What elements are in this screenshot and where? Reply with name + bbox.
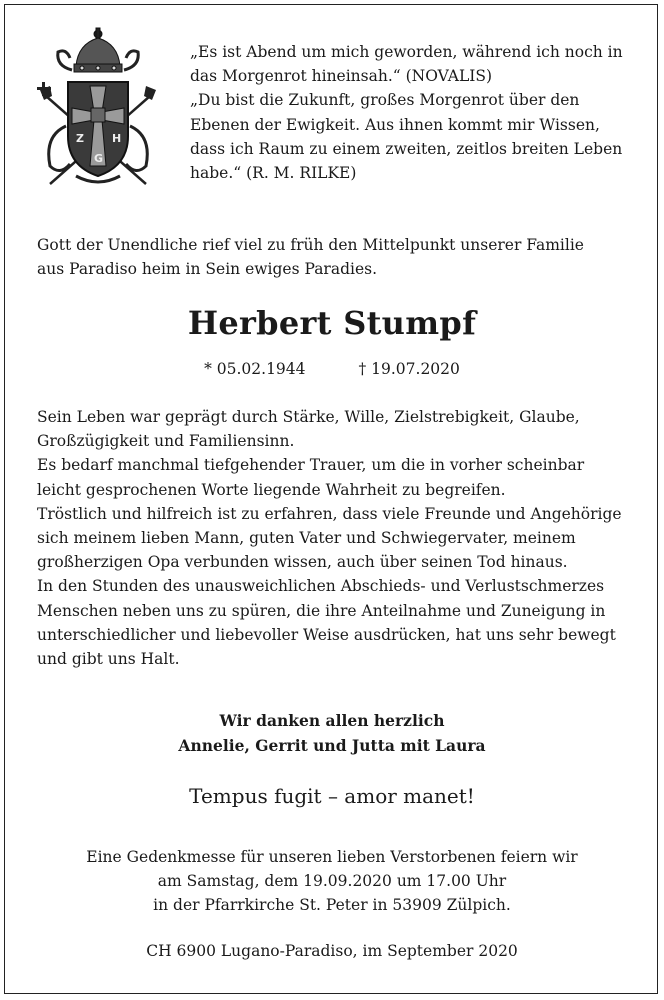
mass-line: in der Pfarrkirche St. Peter in 53909 Zülpich.: [153, 896, 511, 915]
intro-paragraph: [37, 233, 637, 281]
crest-letter-right: H: [112, 132, 122, 145]
motto: Tempus fugit – amor manet!: [189, 784, 475, 808]
place-and-date: CH 6900 Lugano-Paradiso, im September 2020: [146, 942, 518, 960]
tribute-line: In den Stunden des unausweichlichen Abschieds- und Verlustschmerzes: [37, 577, 605, 596]
tribute-line: unterschiedlicher und liebevoller Weise ausdrücken, hat uns sehr bewegt: [37, 625, 616, 644]
tribute-line: Großzügigkeit und Familiensinn.: [37, 432, 295, 451]
tribute-line: Menschen neben uns zu spüren, die ihre Anteilnahme und Zuneigung in: [37, 601, 606, 620]
crest-letter-left: Z: [76, 132, 84, 145]
crest-letter-bottom: G: [94, 152, 104, 165]
memorial-mass-info: [0, 845, 664, 918]
tribute-text: [37, 405, 637, 671]
tribute-line: Es bedarf manchmal tiefgehender Trauer, um die in vorher scheinbar: [37, 456, 585, 475]
thanks-signature: [0, 708, 664, 758]
death-date: † 19.07.2020: [358, 360, 460, 378]
quote-line: das Morgenrot hineinsah.“ (NOVALIS): [190, 67, 493, 86]
thanks-line: Wir danken allen herzlich: [219, 711, 445, 730]
epigraph-quotes: [190, 40, 630, 185]
family-names: Annelie, Gerrit und Jutta mit Laura: [178, 736, 486, 755]
tribute-line: sich meinem lieben Mann, guten Vater und Schwiegervater, meinem: [37, 529, 576, 548]
tribute-line: und gibt uns Halt.: [37, 650, 180, 669]
birth-date: * 05.02.1944: [204, 360, 306, 378]
quote-line: dass ich Raum zu einem zweiten, zeitlos breiten Leben: [190, 139, 623, 158]
mass-line: am Samstag, dem 19.09.2020 um 17.00 Uhr: [157, 872, 507, 891]
deceased-name: Herbert Stumpf: [187, 304, 477, 342]
mass-line: Eine Gedenkmesse für unseren lieben Verstorbenen feiern wir: [86, 848, 578, 866]
quote-line: habe.“ (R. M. RILKE): [190, 164, 357, 183]
tribute-line: großherzigen Opa verbunden wissen, auch über seinen Tod hinaus.: [37, 553, 568, 572]
quote-line: „Es ist Abend um mich geworden, während ich noch in: [190, 43, 623, 61]
quote-line: Ebenen der Ewigkeit. Aus ihnen kommt mir Wissen,: [190, 115, 600, 134]
quote-line: „Du bist die Zukunft, großes Morgenrot über den: [190, 91, 580, 110]
life-dates: [0, 360, 664, 378]
tribute-line: leicht gesprochenen Worte liegende Wahrheit zu begreifen.: [37, 480, 506, 499]
coat-of-arms-icon: [36, 26, 160, 190]
tribute-line: Tröstlich und hilfreich ist zu erfahren, dass viele Freunde und Angehörige: [37, 504, 622, 523]
intro-line: aus Paradiso heim in Sein ewiges Paradies.: [37, 260, 378, 279]
tribute-line: Sein Leben war geprägt durch Stärke, Wille, Zielstrebigkeit, Glaube,: [37, 408, 580, 426]
intro-line: Gott der Unendliche rief viel zu früh den Mittelpunkt unserer Familie: [37, 236, 584, 254]
